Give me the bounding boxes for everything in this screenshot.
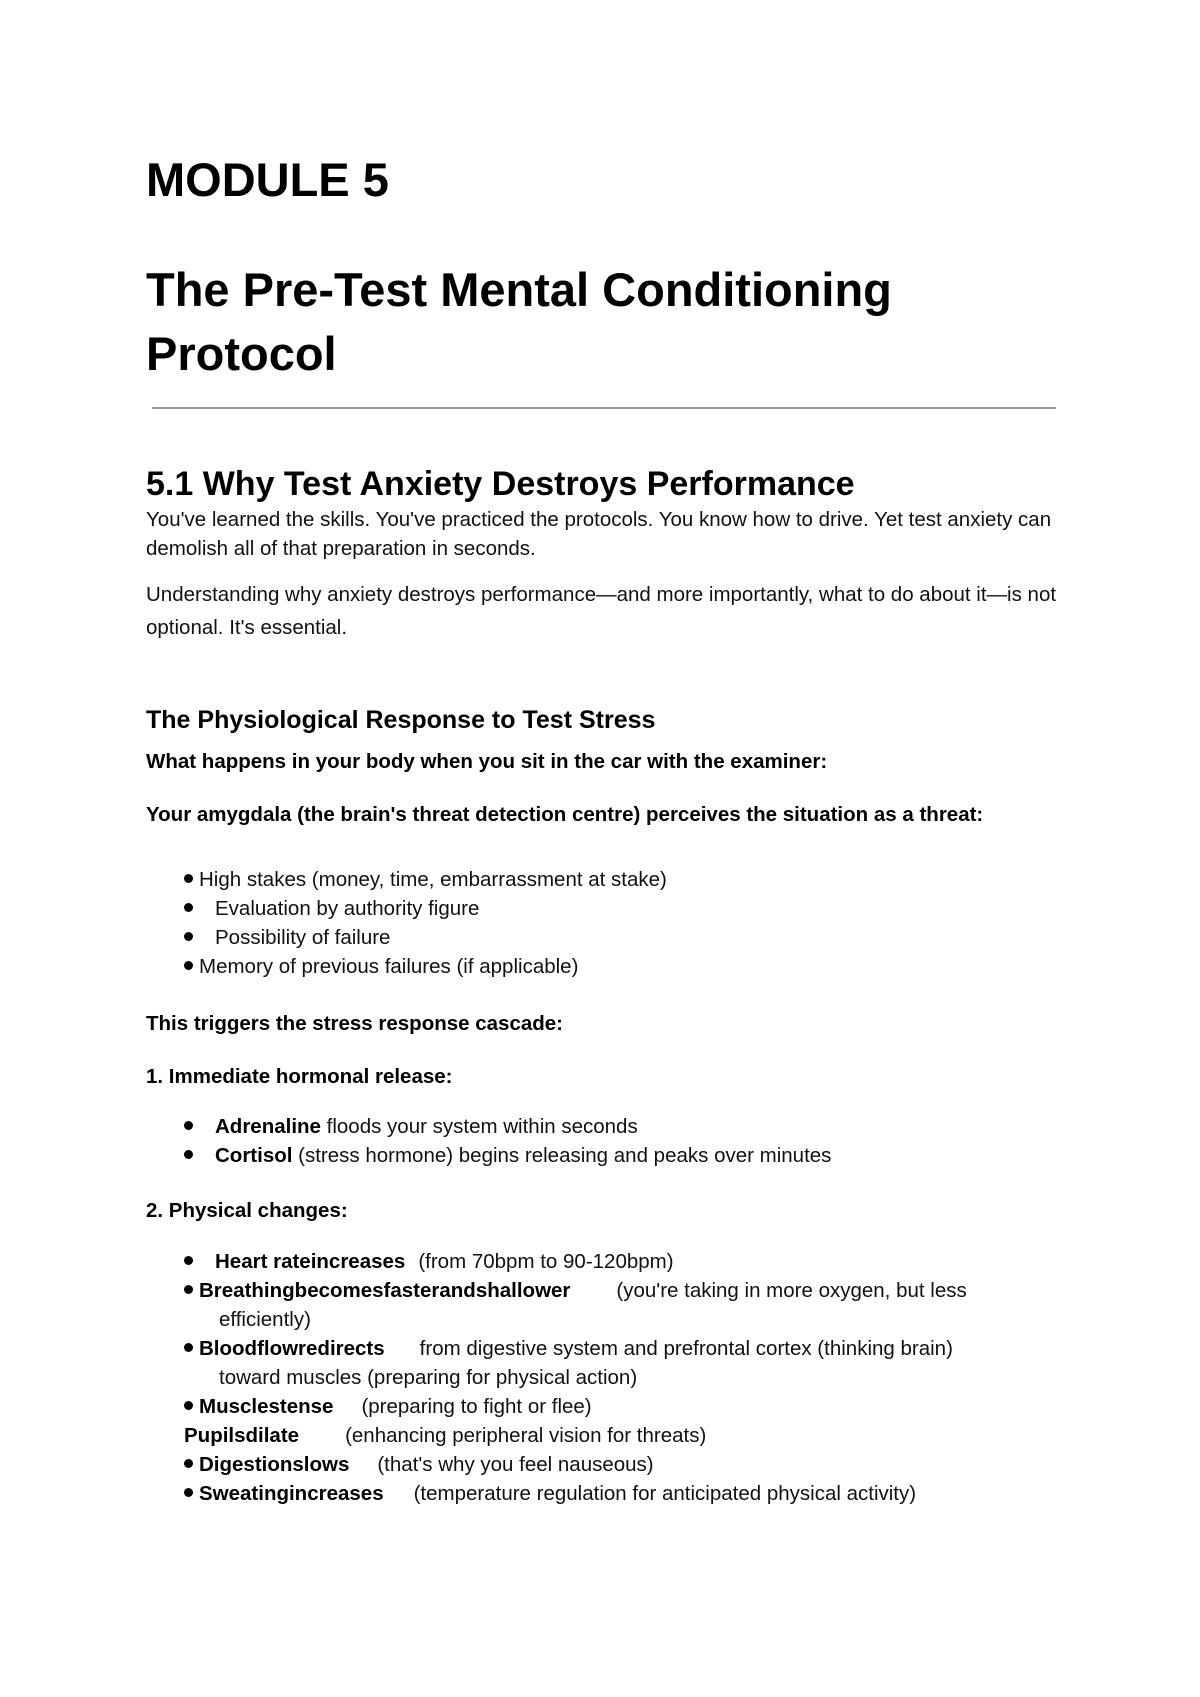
list-item: Musclestense (preparing to fight or flee) — [184, 1392, 592, 1421]
step2-heading: 2. Physical changes: — [146, 1199, 348, 1222]
bullet-icon — [184, 1343, 193, 1352]
list-item: Adrenaline floods your system within seconds — [184, 1112, 638, 1141]
bullet-icon — [184, 1459, 193, 1468]
divider — [152, 407, 1056, 409]
list-item: Memory of previous failures (if applicable) — [184, 952, 578, 981]
list-item-continuation: toward muscles (preparing for physical action) — [219, 1366, 638, 1389]
bullet-icon — [184, 1285, 193, 1294]
bullet-icon — [184, 1121, 193, 1130]
list-item: Digestionslows (that's why you feel nauseous) — [184, 1450, 654, 1479]
paragraph: Understanding why anxiety destroys performance—and more importantly, what to do about it—is not optional. It's essential. — [146, 583, 1057, 639]
list-item: Sweatingincreases (temperature regulation for anticipated physical activity) — [184, 1479, 916, 1508]
list-item: Heart rateincreases (from 70bpm to 90-120bpm) — [184, 1247, 674, 1276]
paragraph: You've learned the skills. You've practiced the protocols. You know how to drive. Yet test anxiety can demolish all of that preparation in seconds. — [146, 508, 1052, 560]
bullet-icon — [184, 1401, 193, 1410]
amygdala-bold-text: Your amygdala (the brain's threat detection centre) perceives the situation as a threat: — [146, 803, 984, 826]
list-item: Pupilsdilate (enhancing peripheral vision for threats) — [184, 1424, 707, 1447]
cascade-bold-text: This triggers the stress response cascade: — [146, 1012, 564, 1035]
list-item: High stakes (money, time, embarrassment at stake) — [184, 865, 667, 894]
list-item-continuation: efficiently) — [219, 1308, 311, 1331]
module-label: MODULE 5 — [146, 153, 389, 206]
step1-heading: 1. Immediate hormonal release: — [146, 1065, 453, 1088]
page-title: The Pre-Test Mental Conditioning Protocol — [146, 263, 892, 380]
list-item: Evaluation by authority figure — [184, 894, 479, 923]
list-item: Possibility of failure — [184, 923, 390, 952]
bullet-icon — [184, 874, 193, 883]
list-item: Breathingbecomesfasterandshallower (you're taking in more oxygen, but less — [184, 1276, 967, 1305]
bullet-icon — [184, 961, 193, 970]
intro-bold-text: What happens in your body when you sit in the car with the examiner: — [146, 750, 828, 773]
bullet-icon — [184, 1488, 193, 1497]
bullet-icon — [184, 903, 193, 912]
bullet-icon — [184, 1256, 193, 1265]
bullet-icon — [184, 932, 193, 941]
bullet-icon — [184, 1150, 193, 1159]
list-item: Bloodflowredirects from digestive system and prefrontal cortex (thinking brain) — [184, 1334, 953, 1363]
section-heading: 5.1 Why Test Anxiety Destroys Performance — [146, 465, 855, 503]
list-item: Cortisol (stress hormone) begins releasing and peaks over minutes — [184, 1141, 831, 1170]
subsection-heading: The Physiological Response to Test Stress — [146, 706, 656, 734]
